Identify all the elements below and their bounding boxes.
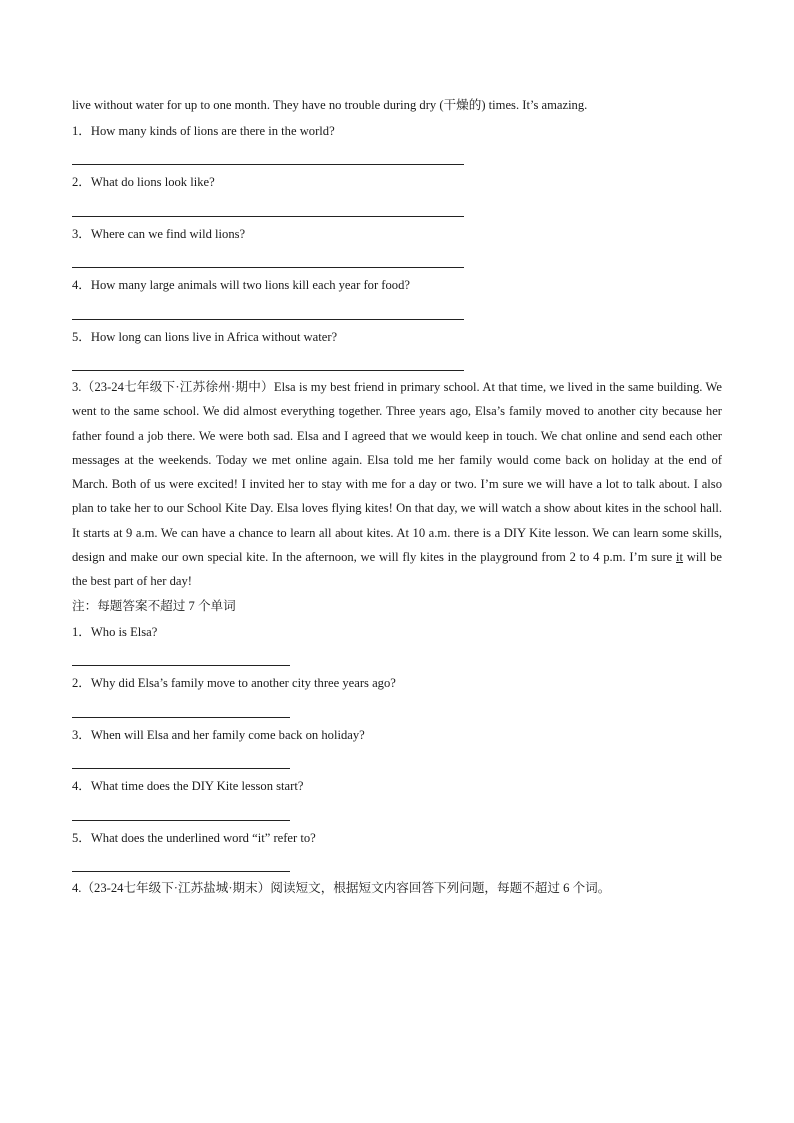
reading-passage-3 [72,375,722,594]
answer-line-1[interactable] [72,645,724,671]
passage-source: 3.（23-24七年级下·江苏徐州·期中） [72,380,274,394]
question-2: 2．Why did Elsa’s family move to another city three years ago? [72,676,396,691]
answer-line-5[interactable] [72,350,724,376]
answer-line-4[interactable] [72,298,724,324]
answer-note: 注：每题答案不超过 7 个单词 [72,598,236,613]
question-3: 3．When will Elsa and her family come back on holiday? [72,727,365,742]
passage-text-end: will be the best part of her day! [72,550,723,589]
question-5: 5．How long can lions live in Africa without water? [72,329,338,344]
question-block-lions [72,118,724,376]
underlined-word: it [676,550,684,565]
question-1: 1．Who is Elsa? [72,624,158,639]
passage-text: Elsa is my best friend in primary school. At that time, we lived in the same building. We went to the same school. We did almost everything together. Three years ago, Elsa’s family moved to another city because her father found a job there. We were both sad. Elsa and I agreed that we would keep in touch. We chat online and send each other messages at the weekends. Today we met online again. Elsa told me her family would come back on holiday at the end of March. Both of us were excited! I invited her to stay with me for a day or two. I’m sure we will have a lot to talk about. I also plan to take her to our School Kite Day. Elsa loves flying kites! On that day, we will watch a show about kites in the school hall. It starts at 9 a.m. We can have a chance to learn all about kites. At 10 a.m. there is a DIY Kite lesson. We can learn some skills, design and make our own special kite. In the afternoon, we will fly kites in the playground from 2 to 4 p.m. I’m sure [72,380,723,565]
answer-line-4[interactable] [72,799,724,825]
question-block-elsa [72,619,724,877]
answer-line-2[interactable] [72,696,724,722]
question-5: 5．What does the underlined word “it” refer to? [72,830,316,845]
answer-line-3[interactable] [72,748,724,774]
answer-line-3[interactable] [72,247,724,273]
passage-tail: live without water for up to one month. They have no trouble during dry (干燥的) times. It’s amazing. [72,98,588,112]
question-4: 4．How many large animals will two lions kill each year for food? [72,278,410,292]
answer-line-2[interactable] [72,195,724,221]
question-1: 1．How many kinds of lions are there in the world? [72,123,335,138]
answer-line-1[interactable] [72,144,724,170]
question-3: 3．Where can we find wild lions? [72,226,246,241]
section-4-heading: 4.（23-24七年级下·江苏盐城·期末）阅读短文，根据短文内容回答下列问题，每题不超过 6 个词。 [72,881,611,896]
worksheet-page [72,93,724,901]
answer-line-5[interactable] [72,851,724,877]
question-2: 2．What do lions look like? [72,175,215,189]
question-4: 4．What time does the DIY Kite lesson start? [72,779,304,794]
